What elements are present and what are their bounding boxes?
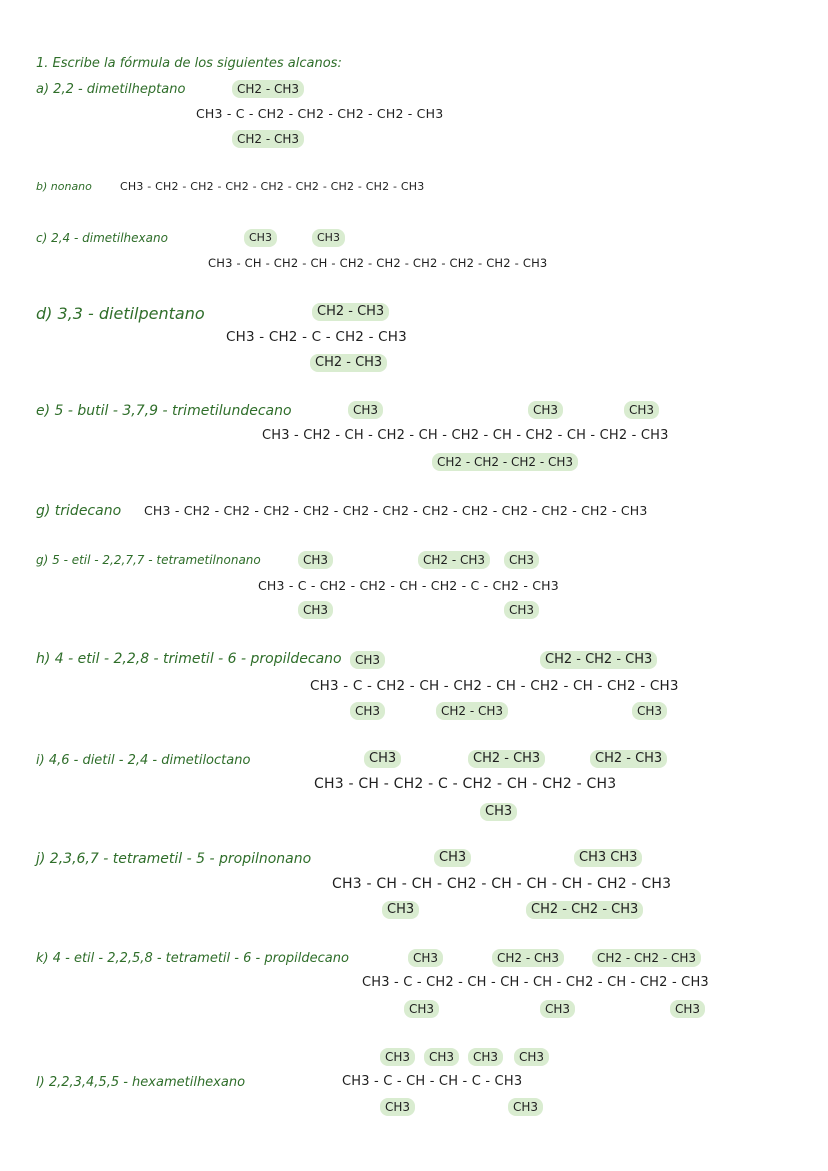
item-k-chain: CH3 - C - CH2 - CH - CH - CH - CH2 - CH - CH2 - CH3 xyxy=(362,975,709,990)
item-l-chain: CH3 - C - CH - CH - C - CH3 xyxy=(342,1074,523,1089)
item-g-sub-5: CH3 xyxy=(504,601,539,619)
item-j-sub-3: CH3 xyxy=(382,901,419,919)
item-i-sub-3: CH2 - CH3 xyxy=(590,750,667,768)
item-k-sub-5: CH3 xyxy=(540,1000,575,1018)
item-g-sub-4: CH3 xyxy=(298,601,333,619)
item-h-sub-1: CH3 xyxy=(350,651,385,669)
item-a-label: a) 2,2 - dimetilheptano xyxy=(36,82,186,97)
item-j-sub-2: CH3 CH3 xyxy=(574,849,642,867)
item-i-sub-4: CH3 xyxy=(480,803,517,821)
item-l-sub-2: CH3 xyxy=(424,1048,459,1066)
item-k-sub-3: CH2 - CH2 - CH3 xyxy=(592,949,701,967)
item-f-label: g) tridecano xyxy=(36,503,122,519)
item-h-chain: CH3 - C - CH2 - CH - CH2 - CH - CH2 - CH - CH2 - CH3 xyxy=(310,678,679,694)
item-d-label: d) 3,3 - dietilpentano xyxy=(36,304,205,323)
item-i-label: i) 4,6 - dietil - 2,4 - dimetiloctano xyxy=(36,753,251,768)
item-b-chain: CH3 - CH2 - CH2 - CH2 - CH2 - CH2 - CH2 - CH2 - CH3 xyxy=(120,180,425,193)
item-k-sub-4: CH3 xyxy=(404,1000,439,1018)
item-e-sub-3: CH3 xyxy=(624,401,659,419)
item-i-chain: CH3 - CH - CH2 - C - CH2 - CH - CH2 - CH3 xyxy=(314,776,617,792)
item-l-sub-1: CH3 xyxy=(380,1048,415,1066)
item-g-sub-2: CH2 - CH3 xyxy=(418,551,490,569)
item-h-sub-5: CH3 xyxy=(632,702,667,720)
item-h-sub-4: CH2 - CH3 xyxy=(436,702,508,720)
item-l-sub-6: CH3 xyxy=(508,1098,543,1116)
item-g-chain: CH3 - C - CH2 - CH2 - CH - CH2 - C - CH2 - CH3 xyxy=(258,578,559,593)
item-l-sub-3: CH3 xyxy=(468,1048,503,1066)
item-i-sub-1: CH3 xyxy=(364,750,401,768)
item-g-sub-1: CH3 xyxy=(298,551,333,569)
item-e-chain: CH3 - CH2 - CH - CH2 - CH - CH2 - CH - CH2 - CH - CH2 - CH3 xyxy=(262,428,669,443)
item-a-chain: CH3 - C - CH2 - CH2 - CH2 - CH2 - CH3 xyxy=(196,106,444,121)
item-a-sub-bottom: CH2 - CH3 xyxy=(232,130,304,148)
item-g-label: g) 5 - etil - 2,2,7,7 - tetrametilnonano xyxy=(36,553,261,567)
item-c-sub-1: CH3 xyxy=(244,229,277,247)
item-e-sub-2: CH3 xyxy=(528,401,563,419)
item-l-sub-4: CH3 xyxy=(514,1048,549,1066)
item-c-sub-2: CH3 xyxy=(312,229,345,247)
item-k-sub-2: CH2 - CH3 xyxy=(492,949,564,967)
item-d-sub-top: CH2 - CH3 xyxy=(312,303,389,321)
item-c-chain: CH3 - CH - CH2 - CH - CH2 - CH2 - CH2 - CH2 - CH2 - CH3 xyxy=(208,256,548,270)
item-h-label: h) 4 - etil - 2,2,8 - trimetil - 6 - propildecano xyxy=(36,651,342,667)
item-j-label: j) 2,3,6,7 - tetrametil - 5 - propilnonano xyxy=(36,851,312,867)
item-f-chain: CH3 - CH2 - CH2 - CH2 - CH2 - CH2 - CH2 - CH2 - CH2 - CH2 - CH2 - CH2 - CH3 xyxy=(144,503,648,518)
item-e-sub-4: CH2 - CH2 - CH2 - CH3 xyxy=(432,453,578,471)
item-k-sub-6: CH3 xyxy=(670,1000,705,1018)
item-k-sub-1: CH3 xyxy=(408,949,443,967)
item-h-sub-3: CH3 xyxy=(350,702,385,720)
item-e-label: e) 5 - butil - 3,7,9 - trimetilundecano xyxy=(36,403,292,419)
item-e-sub-1: CH3 xyxy=(348,401,383,419)
item-j-chain: CH3 - CH - CH - CH2 - CH - CH - CH - CH2 - CH3 xyxy=(332,876,672,892)
item-c-label: c) 2,4 - dimetilhexano xyxy=(36,231,168,245)
exercise-title: 1. Escribe la fórmula de los siguientes alcanos: xyxy=(36,56,342,71)
item-g-sub-3: CH3 xyxy=(504,551,539,569)
item-j-sub-4: CH2 - CH2 - CH3 xyxy=(526,901,643,919)
item-d-chain: CH3 - CH2 - C - CH2 - CH3 xyxy=(226,329,407,345)
item-d-sub-bottom: CH2 - CH3 xyxy=(310,354,387,372)
item-a-sub-top: CH2 - CH3 xyxy=(232,80,304,98)
item-h-sub-2: CH2 - CH2 - CH3 xyxy=(540,651,657,669)
item-i-sub-2: CH2 - CH3 xyxy=(468,750,545,768)
item-k-label: k) 4 - etil - 2,2,5,8 - tetrametil - 6 - propildecano xyxy=(36,951,349,966)
item-j-sub-1: CH3 xyxy=(434,849,471,867)
item-l-label: l) 2,2,3,4,5,5 - hexametilhexano xyxy=(36,1075,246,1090)
item-l-sub-5: CH3 xyxy=(380,1098,415,1116)
item-b-label: b) nonano xyxy=(36,180,92,193)
